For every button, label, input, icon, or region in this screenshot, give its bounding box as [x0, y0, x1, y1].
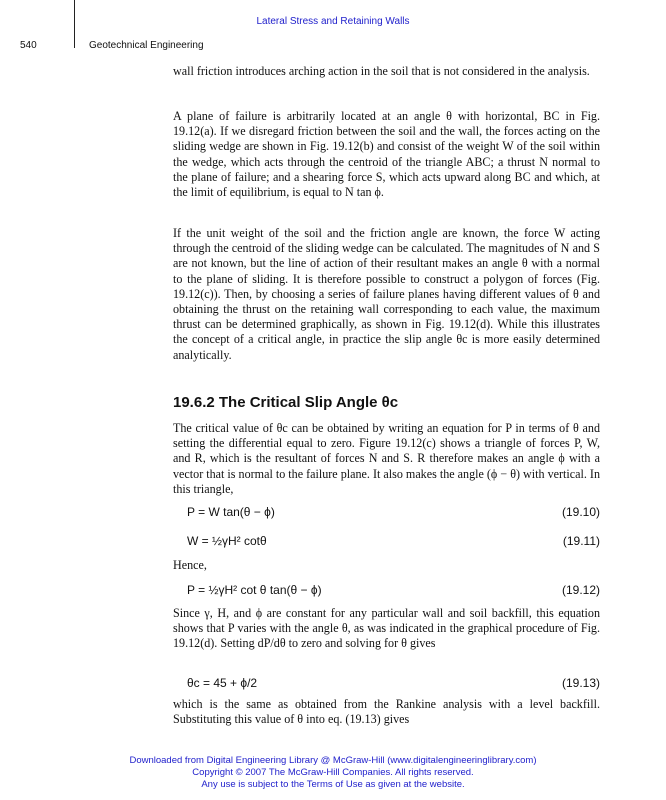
paragraph-3: If the unit weight of the soil and the friction angle are known, the force W acting through the centroid of the sliding wedge can be calculated. The magnitudes of N and S are not known, but the line of action of their resultant makes an angle θ with a normal to the plane of sliding. It is therefore possible to construct a polygon of forces (Fig. 19.12(c)). Then, by choosing a series of failure planes having different values of θ and obtaining the thrust on the retaining wall corresponding to each value, the maximum thrust can be determined graphically, as shown in Fig. 19.12(d). While this illustrates the concept of a critical angle, in practice the slip angle θc is more easily determined analytically.	[173, 226, 600, 362]
paragraph-2: A plane of failure is arbitrarily located at an angle θ with horizontal, BC in Fig. 19.12(a). If we disregard friction between the soil and the wall, the forces acting on the sliding wedge are shown in Fig. 19.12(b) and consist of the weight W of the soil within the wedge, which acts through the centroid of the triangle ABC; a thrust N normal to the plane of failure; and a shearing force S, which acts upward along BC and which, at the limit of equilibrium, is equal to N tan ϕ.	[173, 109, 600, 200]
equation-number-19-12: (19.12)	[561, 583, 600, 597]
equation-19-13: θc = 45 + ϕ/2	[187, 676, 258, 690]
hence-text: Hence,	[173, 558, 207, 572]
book-title: Geotechnical Engineering	[89, 40, 204, 51]
equation-number-19-10: (19.10)	[561, 505, 600, 519]
section-heading: 19.6.2 The Critical Slip Angle θc	[173, 394, 399, 411]
equation-19-10: P = W tan(θ − ϕ)	[187, 505, 275, 519]
page-number: 540	[20, 40, 37, 51]
footer-download-link[interactable]: Downloaded from Digital Engineering Library @ McGraw-Hill (www.digitalengineeringlibrary.com)	[129, 755, 537, 766]
equation-number-19-11: (19.11)	[562, 534, 600, 548]
running-head: Lateral Stress and Retaining Walls	[256, 16, 410, 27]
paragraph-5: Since γ, H, and ϕ are constant for any particular wall and soil backfill, this equation shows that P varies with the angle θ, as was indicated in the graphical procedure of Fig. 19.12(d). Setting dP/dθ to zero and solving for θ gives	[173, 606, 600, 651]
equation-19-11: W = ½γH² cotθ	[187, 534, 267, 548]
paragraph-1: wall friction introduces arching action in the soil that is not considered in the analysis.	[173, 64, 590, 78]
paragraph-6: which is the same as obtained from the Rankine analysis with a level backfill. Substituting this value of θ into eq. (19.13) gives	[173, 697, 600, 727]
paragraph-4: The critical value of θc can be obtained by writing an equation for P in terms of θ and setting the differential equal to zero. Figure 19.12(c) shows a triangle of forces P, W, and R, which is the resultant of forces N and S. R therefore makes an angle ϕ with a vector that is normal to the failure plane. It also makes the angle (ϕ − θ) with vertical. In this triangle,	[173, 421, 600, 496]
equation-19-12: P = ½γH² cot θ tan(θ − ϕ)	[187, 583, 322, 597]
equation-number-19-13: (19.13)	[561, 676, 600, 690]
footer-copyright: Copyright © 2007 The McGraw-Hill Companies. All rights reserved.	[192, 767, 474, 778]
footer-terms-link[interactable]: Any use is subject to the Terms of Use as given at the website.	[201, 779, 465, 790]
